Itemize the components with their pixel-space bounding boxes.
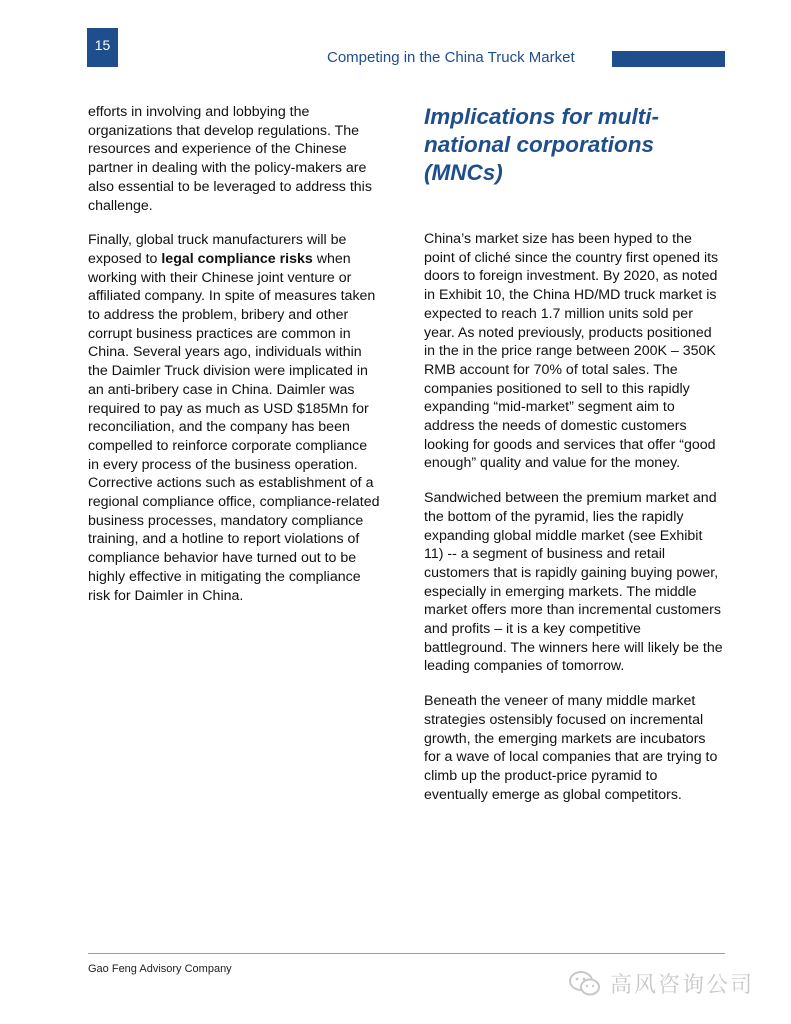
page-number: 15 <box>87 28 118 67</box>
header-accent-bar <box>612 51 725 67</box>
document-title: Competing in the China Truck Market <box>327 49 575 66</box>
watermark-text: 高风咨询公司 <box>610 972 755 997</box>
footer-company-name: Gao Feng Advisory Company <box>88 963 232 975</box>
watermark <box>568 968 754 999</box>
right-paragraph-1: China’s market size has been hyped to the point of cliché since the country first opened its doors to foreign investment. By 2020, as noted in Exhibit 10, the China HD/MD truck market is expected to reach 1.7 million units sold per year. As noted previously, products positioned in the in the price range between 200K – 350K RMB account for 70% of total sales. The companies positioned to sell to this rapidly expanding “mid-market” segment aim to address the needs of domestic customers looking for goods and services that offer “good enough” quality and value for the money. <box>424 231 719 472</box>
left-column <box>88 103 380 621</box>
right-column <box>424 103 724 820</box>
left-paragraph-2-text-b: when working with their Chinese joint venture or affiliated company. In spite of measures taken to address the problem, bribery and other corrupt business practices are common in China. Several years ago, individuals within the Daimler Truck division were implicated in an anti-bribery case in China. Daimler was required to pay as much as USD $185Mn for reconciliation, and the company has been compelled to reinforce corporate compliance in every process of the business operation. Corrective actions such as establishment of a regional compliance office, compliance-related business processes, mandatory compliance training, and a hotline to report violations of compliance behavior have turned out to be highly effective in mitigating the compliance risk for Daimler in China. <box>88 250 380 604</box>
legal-compliance-risks-emphasis: legal compliance risks <box>161 250 313 267</box>
right-paragraph-3: Beneath the veneer of many middle market strategies ostensibly focused on incremental growth, the emerging markets are incubators for a wave of local companies that are trying to climb up the product-price pyramid to eventually emerge as global competitors. <box>424 693 718 803</box>
right-paragraph-2: Sandwiched between the premium market and the bottom of the pyramid, lies the rapidly expanding global middle market (see Exhibit 11) -- a segment of business and retail customers that is rapidly gaining buying power, especially in emerging markets. The middle market offers more than incremental customers and profits – it is a key competitive battleground. The winners here will likely be the leading companies of tomorrow. <box>424 490 723 675</box>
left-paragraph-2-text-a: Finally, global truck manufacturers will be exposed to <box>88 232 347 267</box>
wechat-icon <box>568 969 602 999</box>
left-paragraph-1: efforts in involving and lobbying the organizations that develop regulations. The resources and experience of the Chinese partner in dealing with the policy-makers are also essential to be leveraged to address this challenge. <box>88 104 372 214</box>
footer-divider <box>88 953 725 954</box>
section-heading: Implications for multi-national corporations (MNCs) <box>424 104 660 185</box>
left-paragraph-2 <box>88 231 380 605</box>
